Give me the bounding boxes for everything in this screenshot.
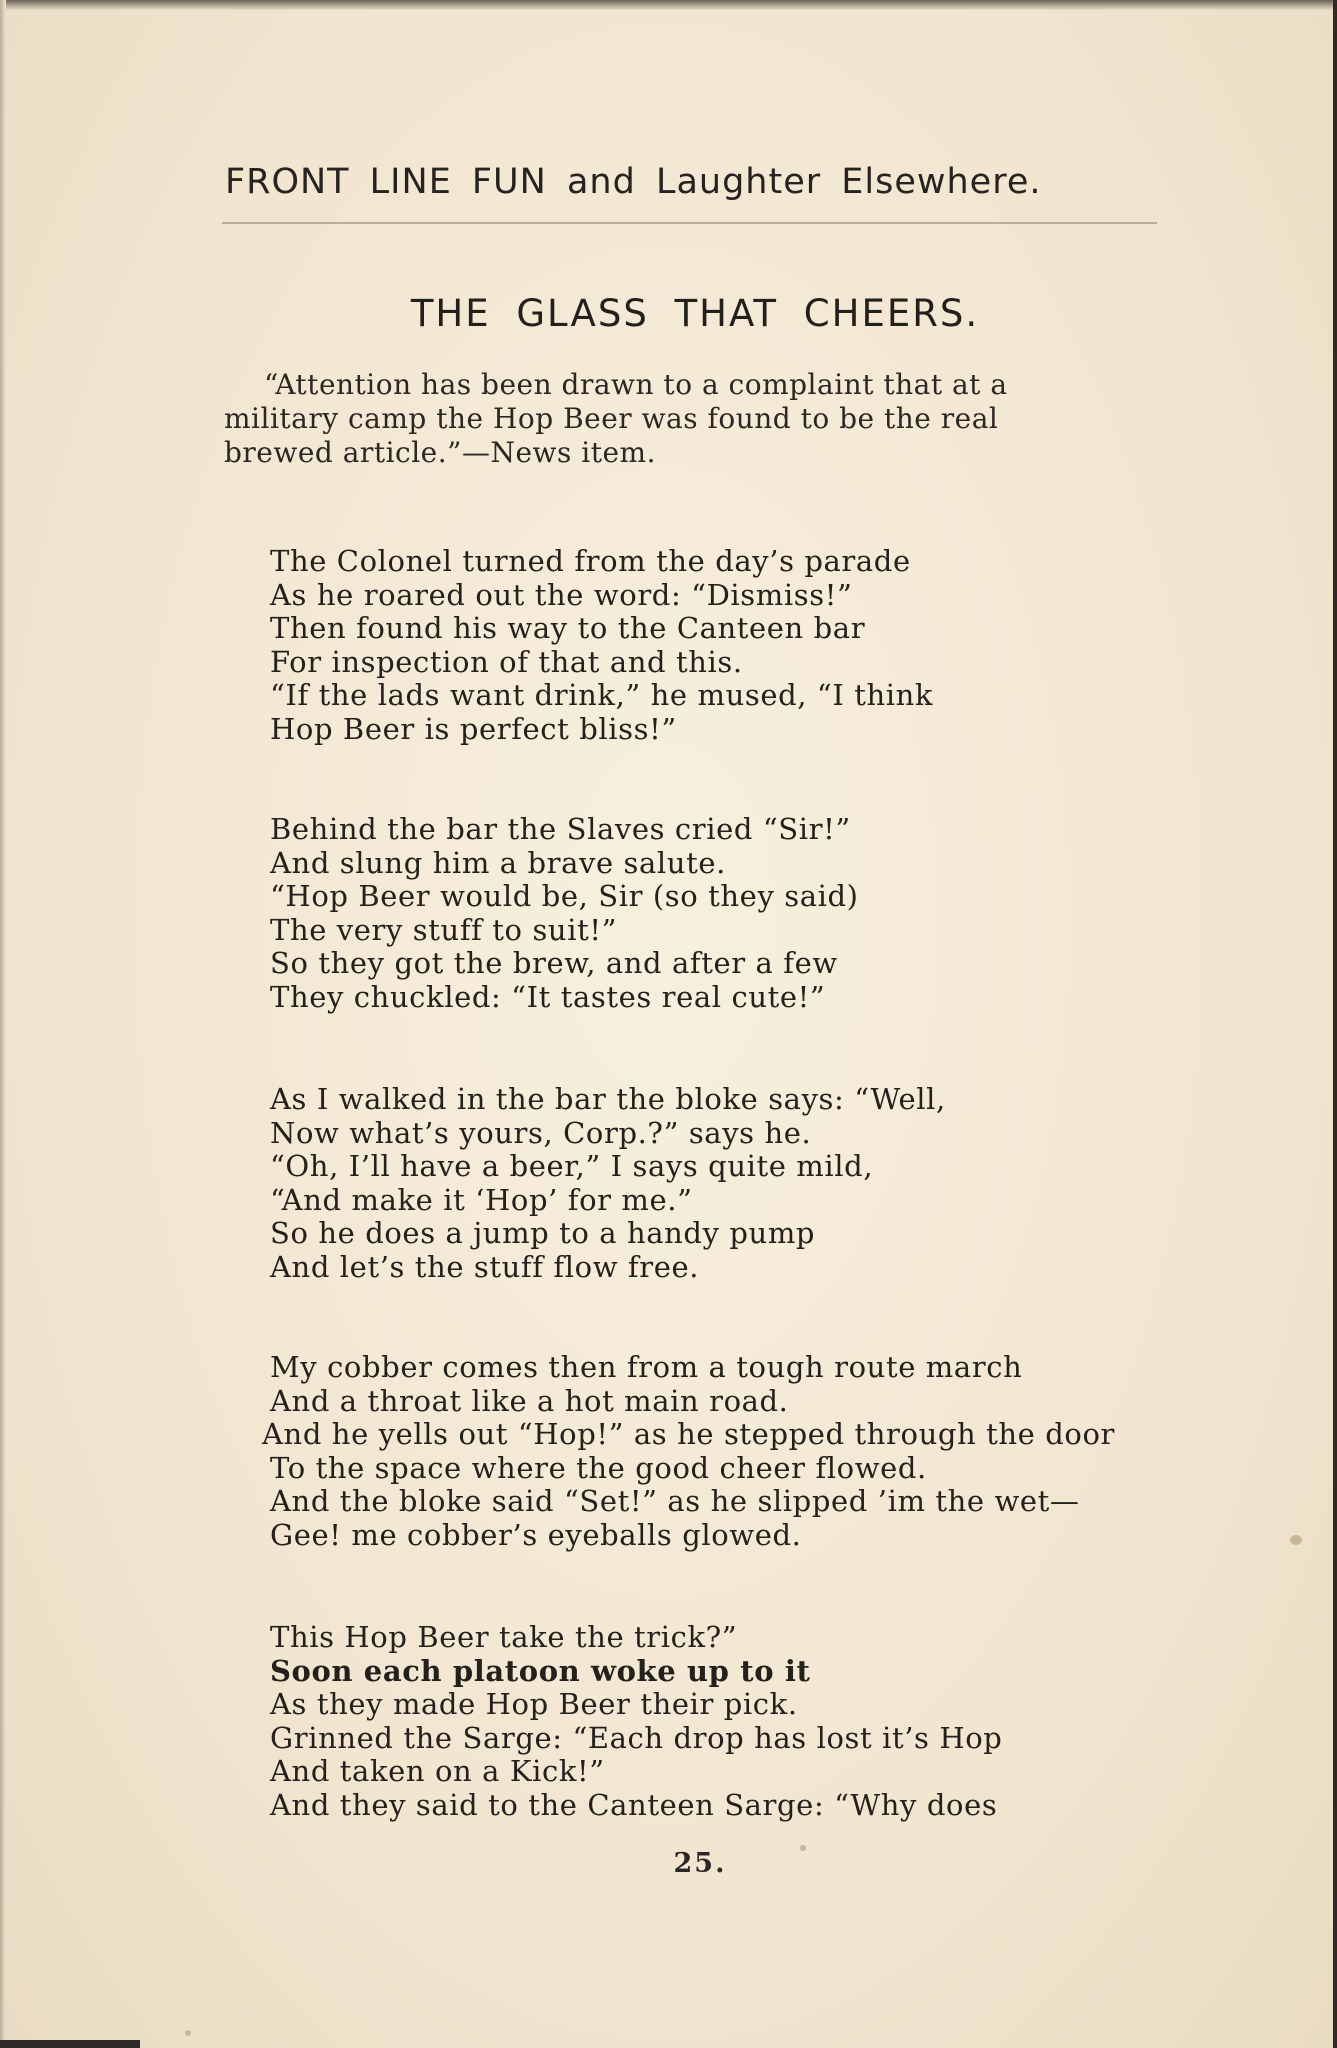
verse-line: They chuckled: “It tastes real cute!” — [270, 979, 826, 1014]
header-rule — [222, 222, 1157, 224]
epigraph — [224, 368, 1172, 470]
verse-line: The Colonel turned from the day’s parade — [270, 544, 911, 578]
verse-line: Gee! me cobber’s eyeballs glowed. — [270, 1517, 802, 1552]
verse-line: Soon each platoon woke up to it — [270, 1653, 811, 1688]
page-number: 25. — [673, 1848, 727, 1879]
verse-line: This Hop Beer take the trick?” — [270, 1620, 738, 1654]
running-head: FRONT LINE FUN and Laughter Elsewhere. — [225, 162, 1042, 202]
verse-line: Grinned the Sarge: “Each drop has lost it’s Hop — [270, 1720, 1003, 1755]
verse-line: Hop Beer is perfect bliss!” — [270, 711, 677, 746]
verse-line: “If the lads want drink,” he mused, “I think — [270, 678, 934, 712]
verse-line: As they made Hop Beer their pick. — [270, 1687, 798, 1721]
epigraph-line: “Attention has been drawn to a complaint that at a — [264, 368, 1008, 401]
epigraph-line: brewed article.”—News item. — [224, 436, 656, 469]
paper-speck — [185, 2030, 191, 2036]
verse-line: As I walked in the bar the bloke says: “Well, — [270, 1082, 946, 1116]
verse-line: And the bloke said “Set!” as he slipped ’im the wet— — [270, 1484, 1080, 1518]
verse-line: “And make it ‘Hop’ for me.” — [270, 1182, 693, 1217]
verse-line: As he roared out the word: “Dismiss!” — [270, 577, 853, 612]
verse-line: “Hop Beer would be, Sir (so they said) — [270, 879, 859, 913]
verse-line: And slung him a brave salute. — [270, 845, 726, 880]
verse-line: “Oh, I’ll have a beer,” I says quite mild, — [270, 1149, 874, 1183]
paper-speck — [1290, 1535, 1302, 1545]
verse-line: My cobber comes then from a tough route march — [270, 1350, 1023, 1384]
stanza-5 — [270, 1621, 1190, 1822]
stanza-3 — [270, 1083, 1190, 1284]
page-bottom-edge — [0, 2040, 140, 2048]
paper-speck — [800, 1845, 806, 1851]
verse-line: The very stuff to suit!” — [270, 912, 618, 947]
verse-line: Behind the bar the Slaves cried “Sir!” — [270, 812, 851, 846]
verse-line: To the space where the good cheer flowed. — [270, 1450, 927, 1485]
verse-line: And a throat like a hot main road. — [270, 1383, 789, 1418]
verse-line: Then found his way to the Canteen bar — [270, 611, 866, 645]
page-top-edge — [0, 0, 1337, 10]
verse-line: And let’s the stuff flow free. — [270, 1249, 700, 1284]
epigraph-line: military camp the Hop Beer was found to be the real — [224, 402, 999, 435]
verse-line: And he yells out “Hop!” as he stepped through the door — [262, 1417, 1115, 1451]
verse-line: And they said to the Canteen Sarge: “Why does — [270, 1787, 998, 1822]
stanza-1 — [270, 545, 1190, 746]
verse-line: Now what’s yours, Corp.?” says he. — [270, 1115, 812, 1150]
verse-line: For inspection of that and this. — [270, 644, 743, 679]
poem-title: THE GLASS THAT CHEERS. — [410, 292, 980, 335]
stanza-2 — [270, 813, 1190, 1014]
verse-line: So they got the brew, and after a few — [270, 946, 838, 980]
verse-line: So he does a jump to a handy pump — [270, 1216, 816, 1250]
stanza-4 — [262, 1350, 1190, 1552]
verse-line: And taken on a Kick!” — [270, 1754, 605, 1788]
